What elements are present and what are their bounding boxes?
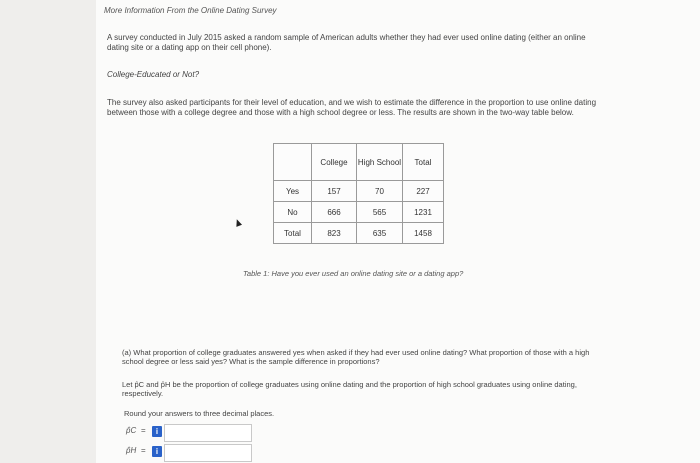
table-cell: 666 — [312, 202, 357, 223]
table-cell: Total — [274, 223, 312, 244]
table-cell: 157 — [312, 181, 357, 202]
question-part-a: (a) What proportion of college graduates answered yes when asked if they had ever used online dating? What proportion of those with a high school degree or less said yes? What is the sample difference in proportions? — [122, 348, 590, 366]
table-header-row — [274, 144, 444, 181]
table-row — [274, 181, 444, 202]
table-cell: 227 — [403, 181, 444, 202]
table-cell: 823 — [312, 223, 357, 244]
equals-sign: = — [141, 446, 146, 455]
table-cell: 1458 — [403, 223, 444, 244]
table-row — [274, 202, 444, 223]
table-header-cell: High School — [357, 144, 403, 181]
table-header-cell — [274, 144, 312, 181]
table-cell: No — [274, 202, 312, 223]
table-cell: 1231 — [403, 202, 444, 223]
info-icon[interactable]: i — [152, 446, 162, 457]
table-cell: 70 — [357, 181, 403, 202]
table-header-cell: College — [312, 144, 357, 181]
page-title: More Information From the Online Dating Survey — [104, 6, 277, 15]
table-header-cell: Total — [403, 144, 444, 181]
equals-sign: = — [141, 426, 146, 435]
intro-paragraph: A survey conducted in July 2015 asked a random sample of American adults whether they had ever used online dating (either an online dating site or a dating app on their cell phone). — [107, 33, 586, 52]
subheading: College-Educated or Not? — [107, 70, 200, 79]
table-row — [274, 223, 444, 244]
rounding-instruction: Round your answers to three decimal places. — [124, 409, 275, 418]
ph-label: p̂H — [126, 446, 137, 455]
ph-answer-input[interactable] — [164, 444, 252, 462]
table-cell: 635 — [357, 223, 403, 244]
table-cell: 565 — [357, 202, 403, 223]
two-way-table — [273, 143, 444, 244]
pc-answer-input[interactable] — [164, 424, 252, 442]
info-icon[interactable]: i — [152, 426, 162, 437]
let-statement: Let p̂C and p̂H be the proportion of college graduates using online dating and the proportion of high school graduates using online dating, respectively. — [122, 380, 577, 398]
description-paragraph: The survey also asked participants for their level of education, and we wish to estimate the difference in the proportion to use online dating between those with a college degree and those with a high school degree or less. The results are shown in the two-way table below. — [107, 98, 597, 117]
pc-label: p̂C — [126, 426, 137, 435]
table-caption: Table 1: Have you ever used an online dating site or a dating app? — [243, 269, 464, 278]
table-cell: Yes — [274, 181, 312, 202]
